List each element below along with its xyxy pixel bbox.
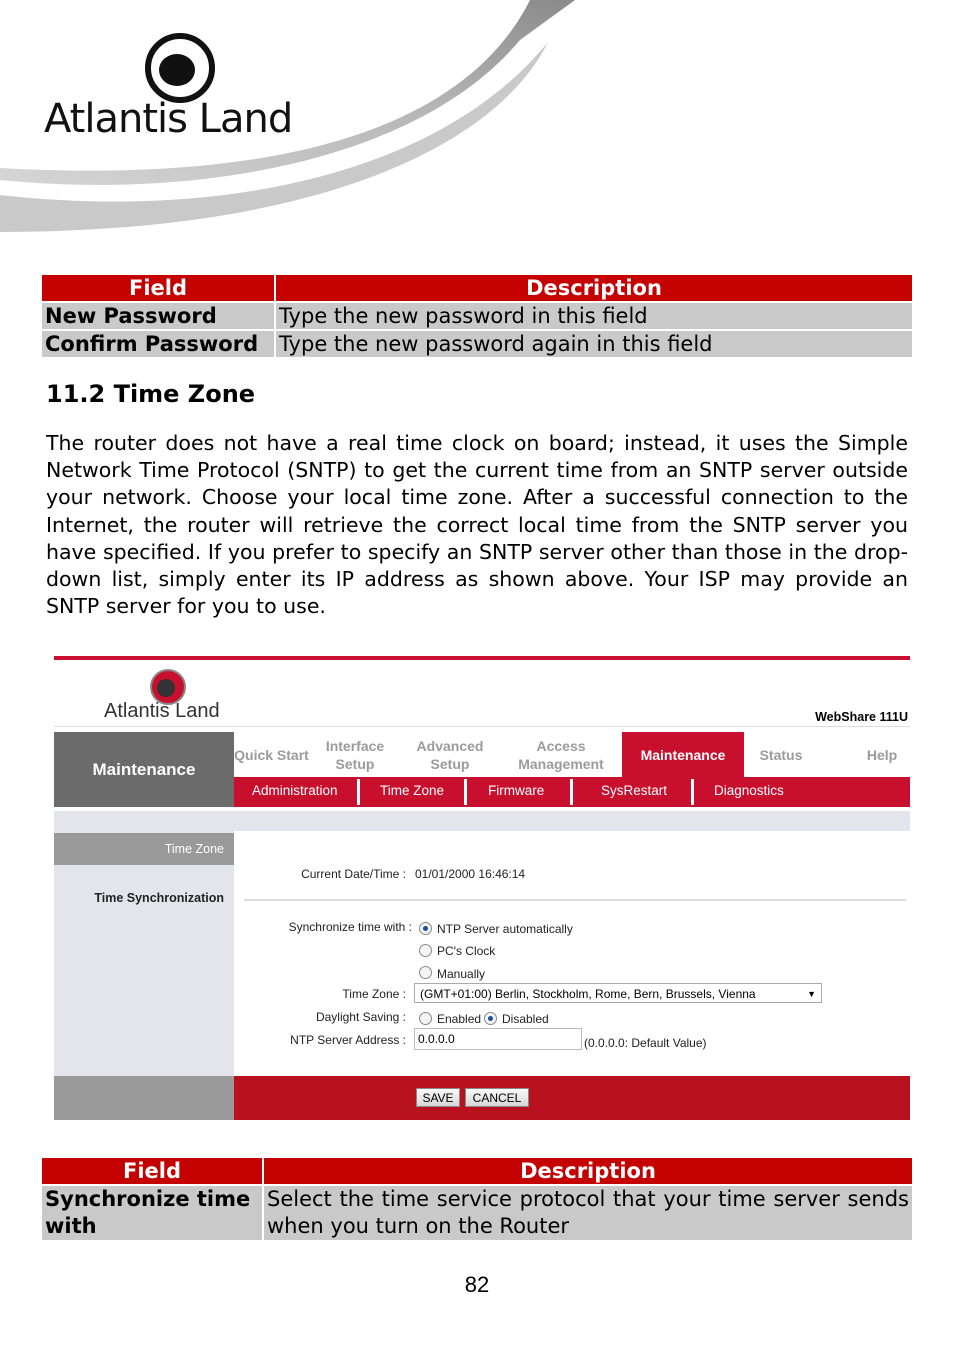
side-panel-header: Time Zone xyxy=(54,833,234,865)
divider xyxy=(54,726,910,727)
subtab-diagnostics[interactable]: Diagnostics xyxy=(714,783,784,798)
current-datetime-label: Current Date/Time : xyxy=(301,867,406,881)
subtab-firmware[interactable]: Firmware xyxy=(488,783,545,798)
page-number: 82 xyxy=(464,1272,490,1297)
section-paragraph: The router does not have a real time clock on board; instead, it uses the Simple Network Time Protocol (SNTP) to get the current time from an SNTP server outside your network. Choose your local time zone. After a successful connection to the Internet, the router will retrieve the correct local time from the SNTP server you have specified. If you prefer to specify an SNTP server other than those in the drop-down list, simply enter its IP address as shown above. Your ISP may provide an SNTP server for you to use. xyxy=(46,431,908,619)
top-accent-line xyxy=(54,656,910,660)
separator-band xyxy=(54,811,910,831)
description-cell: Type the new password again in this field xyxy=(276,331,912,357)
atlantis-logo-icon xyxy=(144,32,216,104)
tab-quick-start[interactable]: Quick Start xyxy=(234,746,309,763)
ntp-address-input[interactable]: 0.0.0.0 xyxy=(414,1028,582,1050)
tab-access-management[interactable]: Access Management xyxy=(518,737,604,772)
description-cell: Select the time service protocol that your time server sends when you turn on the Router xyxy=(264,1186,912,1240)
timezone-selected-value: (GMT+01:00) Berlin, Stockholm, Rome, Bern, Brussels, Vienna xyxy=(420,987,756,1001)
manually-radio[interactable] xyxy=(419,966,432,979)
table-row xyxy=(42,331,912,357)
daylight-disabled-radio[interactable] xyxy=(484,1012,497,1025)
cancel-button[interactable]: CANCEL xyxy=(465,1088,529,1107)
sub-nav xyxy=(234,777,910,807)
tab-help[interactable]: Help xyxy=(866,746,898,763)
table-header-field: Field xyxy=(42,275,274,301)
side-panel-item: Time Synchronization xyxy=(94,891,224,905)
timezone-label: Time Zone : xyxy=(342,987,406,1001)
ntp-server-radio[interactable] xyxy=(419,922,432,935)
subtab-sysrestart[interactable]: SysRestart xyxy=(601,783,668,798)
pc-clock-option-label: PC's Clock xyxy=(437,944,496,958)
ntp-server-option-label: NTP Server automatically xyxy=(437,922,573,936)
table-row xyxy=(42,303,912,329)
subtab-administration[interactable]: Administration xyxy=(252,783,338,798)
field-cell: Synchronize time with xyxy=(42,1186,262,1240)
daylight-enabled-radio[interactable] xyxy=(419,1012,432,1025)
divider xyxy=(357,779,360,805)
subtab-time-zone[interactable]: Time Zone xyxy=(380,783,445,798)
tab-advanced-setup[interactable]: Advanced Setup xyxy=(416,737,484,772)
field-cell: New Password xyxy=(42,303,274,329)
sync-label: Synchronize time with : xyxy=(288,920,412,934)
timezone-select[interactable] xyxy=(414,983,822,1003)
router-screenshot xyxy=(54,656,910,1124)
divider xyxy=(464,779,467,805)
daylight-enabled-label: Enabled xyxy=(437,1012,482,1026)
table-header-description: Description xyxy=(276,275,912,301)
daylight-saving-label: Daylight Saving : xyxy=(315,1010,406,1024)
nav-section-label: Maintenance xyxy=(54,732,234,807)
table-header-description: Description xyxy=(264,1158,912,1184)
manually-option-label: Manually xyxy=(437,967,486,981)
sync-field-table xyxy=(40,1156,914,1242)
field-cell: Confirm Password xyxy=(42,331,274,357)
pc-clock-radio[interactable] xyxy=(419,944,432,957)
current-datetime-value: 01/01/2000 16:46:14 xyxy=(415,867,526,881)
footer-bar xyxy=(234,1076,910,1120)
tab-maintenance[interactable]: Maintenance xyxy=(622,732,744,777)
table-row xyxy=(42,1186,912,1240)
tab-status[interactable]: Status xyxy=(759,746,803,763)
side-panel xyxy=(54,831,234,1076)
footer-left xyxy=(54,1076,234,1120)
save-button[interactable]: SAVE xyxy=(416,1088,460,1107)
section-heading: 11.2 Time Zone xyxy=(46,380,256,408)
divider xyxy=(570,779,573,805)
divider xyxy=(691,779,694,805)
tab-interface-setup[interactable]: Interface Setup xyxy=(325,737,385,772)
model-name: WebShare 111U xyxy=(815,710,908,724)
brand-logo-text: Atlantis Land xyxy=(44,96,293,142)
ntp-address-hint: (0.0.0.0: Default Value) xyxy=(584,1036,707,1050)
description-cell: Type the new password in this field xyxy=(276,303,912,329)
main-nav xyxy=(234,732,910,777)
ntp-address-label: NTP Server Address : xyxy=(290,1033,406,1047)
password-field-table xyxy=(40,273,914,359)
table-header-field: Field xyxy=(42,1158,262,1184)
divider xyxy=(244,899,906,901)
daylight-disabled-label: Disabled xyxy=(502,1012,549,1026)
router-brand-text: Atlantis Land xyxy=(104,700,220,722)
chevron-down-icon: ▼ xyxy=(807,989,816,999)
